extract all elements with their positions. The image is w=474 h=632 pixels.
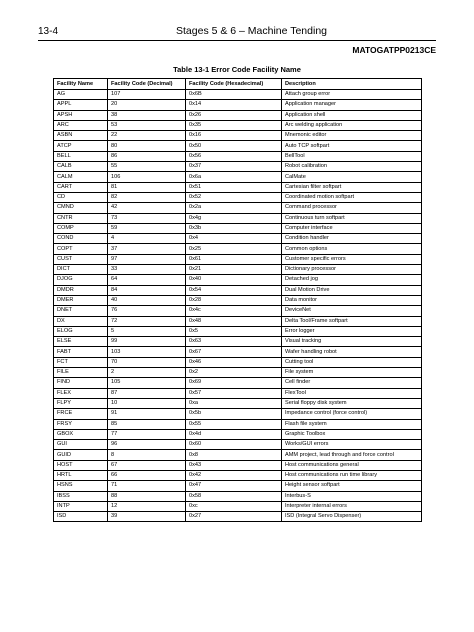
facility-name-cell: CALM: [54, 172, 108, 182]
facility-name-cell: CNTR: [54, 213, 108, 223]
facility-name-cell: GUID: [54, 450, 108, 460]
facility-name-cell: GUI: [54, 440, 108, 450]
table-row: [54, 450, 422, 460]
table-row: [54, 388, 422, 398]
facility-code-decimal-cell: 40: [108, 295, 186, 305]
description-cell: Detached jog: [282, 275, 422, 285]
facility-code-decimal-cell: 42: [108, 203, 186, 213]
table-row: [54, 120, 422, 130]
facility-code-hex-cell: 0x40: [186, 275, 282, 285]
facility-code-hex-cell: 0x4d: [186, 429, 282, 439]
facility-code-decimal-cell: 76: [108, 306, 186, 316]
facility-code-decimal-cell: 8: [108, 450, 186, 460]
facility-name-cell: FABT: [54, 347, 108, 357]
facility-name-cell: FCT: [54, 357, 108, 367]
facility-code-hex-cell: 0x2: [186, 368, 282, 378]
table-row: [54, 151, 422, 161]
facility-code-decimal-cell: 77: [108, 429, 186, 439]
facility-code-decimal-cell: 33: [108, 265, 186, 275]
table-row: [54, 337, 422, 347]
description-cell: Robot calibration: [282, 162, 422, 172]
column-header: Facility Code (Hexadecimal): [186, 79, 282, 90]
facility-name-cell: ATCP: [54, 141, 108, 151]
facility-code-decimal-cell: 91: [108, 409, 186, 419]
facility-name-cell: CUST: [54, 254, 108, 264]
facility-code-decimal-cell: 87: [108, 388, 186, 398]
description-cell: ISD (Integral Servo Dispenser): [282, 512, 422, 522]
table-row: [54, 460, 422, 470]
facility-name-cell: COPT: [54, 244, 108, 254]
table-row: [54, 131, 422, 141]
column-header: Facility Name: [54, 79, 108, 90]
facility-code-hex-cell: 0x48: [186, 316, 282, 326]
facility-code-decimal-cell: 20: [108, 100, 186, 110]
facility-code-hex-cell: 0x57: [186, 388, 282, 398]
table-title: Table 13-1 Error Code Facility Name: [173, 65, 301, 74]
facility-code-hex-cell: 0x42: [186, 470, 282, 480]
facility-code-decimal-cell: 71: [108, 481, 186, 491]
description-cell: Mnemonic editor: [282, 131, 422, 141]
table-row: [54, 141, 422, 151]
column-header: Description: [282, 79, 422, 90]
description-cell: Continuous turn softpart: [282, 213, 422, 223]
facility-code-decimal-cell: 53: [108, 120, 186, 130]
facility-code-decimal-cell: 80: [108, 141, 186, 151]
description-cell: Host communications run time library: [282, 470, 422, 480]
facility-code-hex-cell: 0x43: [186, 460, 282, 470]
facility-name-cell: ASBN: [54, 131, 108, 141]
facility-code-hex-cell: 0x67: [186, 347, 282, 357]
facility-code-decimal-cell: 97: [108, 254, 186, 264]
facility-name-cell: DICT: [54, 265, 108, 275]
facility-code-decimal-cell: 81: [108, 182, 186, 192]
facility-code-decimal-cell: 72: [108, 316, 186, 326]
facility-code-hex-cell: 0x55: [186, 419, 282, 429]
table-row: [54, 192, 422, 202]
facility-code-hex-cell: 0x25: [186, 244, 282, 254]
table-row: [54, 295, 422, 305]
table-row: [54, 244, 422, 254]
facility-code-decimal-cell: 106: [108, 172, 186, 182]
facility-name-cell: DMER: [54, 295, 108, 305]
facility-name-cell: INTP: [54, 501, 108, 511]
facility-name-cell: CALB: [54, 162, 108, 172]
document-id: MATOGATPP0213CE: [352, 45, 436, 55]
facility-name-cell: COND: [54, 234, 108, 244]
description-cell: Data monitor: [282, 295, 422, 305]
table-row: [54, 429, 422, 439]
facility-code-decimal-cell: 105: [108, 378, 186, 388]
description-cell: CalMate: [282, 172, 422, 182]
description-cell: Wafer handling robot: [282, 347, 422, 357]
facility-code-hex-cell: 0x16: [186, 131, 282, 141]
facility-name-cell: ELSE: [54, 337, 108, 347]
description-cell: Common options: [282, 244, 422, 254]
facility-name-cell: ARC: [54, 120, 108, 130]
description-cell: Works/GUI errors: [282, 440, 422, 450]
facility-code-decimal-cell: 107: [108, 90, 186, 100]
table-row: [54, 357, 422, 367]
description-cell: Dictionary processor: [282, 265, 422, 275]
facility-name-cell: DNET: [54, 306, 108, 316]
facility-name-cell: CMND: [54, 203, 108, 213]
facility-code-hex-cell: 0x46: [186, 357, 282, 367]
table-row: [54, 316, 422, 326]
table-row: [54, 368, 422, 378]
facility-code-hex-cell: 0x35: [186, 120, 282, 130]
facility-code-hex-cell: 0x3b: [186, 223, 282, 233]
facility-name-cell: COMP: [54, 223, 108, 233]
description-cell: Arc welding application: [282, 120, 422, 130]
table-row: [54, 419, 422, 429]
facility-name-cell: DX: [54, 316, 108, 326]
facility-code-decimal-cell: 66: [108, 470, 186, 480]
facility-name-cell: FRSY: [54, 419, 108, 429]
facility-name-cell: APSH: [54, 110, 108, 120]
table-row: [54, 440, 422, 450]
facility-name-cell: CD: [54, 192, 108, 202]
description-cell: Auto TCP softpart: [282, 141, 422, 151]
facility-code-decimal-cell: 5: [108, 326, 186, 336]
facility-code-hex-cell: 0x6B: [186, 90, 282, 100]
facility-code-decimal-cell: 38: [108, 110, 186, 120]
facility-code-hex-cell: 0x60: [186, 440, 282, 450]
table-row: [54, 182, 422, 192]
facility-code-hex-cell: 0x27: [186, 512, 282, 522]
table-row: [54, 110, 422, 120]
facility-code-hex-cell: 0x51: [186, 182, 282, 192]
facility-code-hex-cell: 0x37: [186, 162, 282, 172]
description-cell: Coordinated motion softpart: [282, 192, 422, 202]
facility-code-hex-cell: 0x8: [186, 450, 282, 460]
table-row: [54, 481, 422, 491]
facility-code-hex-cell: 0xa: [186, 398, 282, 408]
table-row: [54, 254, 422, 264]
description-cell: Customer specific errors: [282, 254, 422, 264]
description-cell: Cell finder: [282, 378, 422, 388]
description-cell: Command processor: [282, 203, 422, 213]
description-cell: Graphic Toolbox: [282, 429, 422, 439]
description-cell: Flash file system: [282, 419, 422, 429]
description-cell: Serial floppy disk system: [282, 398, 422, 408]
facility-code-hex-cell: 0x54: [186, 285, 282, 295]
facility-code-decimal-cell: 82: [108, 192, 186, 202]
table-row: [54, 306, 422, 316]
facility-code-hex-cell: 0xc: [186, 501, 282, 511]
description-cell: Delta Tool/Frame softpart: [282, 316, 422, 326]
facility-code-hex-cell: 0x26: [186, 110, 282, 120]
facility-code-decimal-cell: 85: [108, 419, 186, 429]
table-row: [54, 275, 422, 285]
facility-name-cell: AG: [54, 90, 108, 100]
facility-code-hex-cell: 0x5b: [186, 409, 282, 419]
facility-code-decimal-cell: 88: [108, 491, 186, 501]
facility-name-cell: BELL: [54, 151, 108, 161]
description-cell: AMM project, lead through and force control: [282, 450, 422, 460]
description-cell: Dual Motion Drive: [282, 285, 422, 295]
table-row: [54, 501, 422, 511]
table-row: [54, 162, 422, 172]
description-cell: Interpreter internal errors: [282, 501, 422, 511]
facility-code-decimal-cell: 99: [108, 337, 186, 347]
page-number: 13-4: [38, 26, 59, 37]
facility-code-decimal-cell: 12: [108, 501, 186, 511]
facility-code-hex-cell: 0x56: [186, 151, 282, 161]
facility-code-decimal-cell: 4: [108, 234, 186, 244]
table-row: [54, 347, 422, 357]
header-rule: [38, 40, 436, 41]
table-row: [54, 234, 422, 244]
table-row: [54, 265, 422, 275]
facility-name-cell: DJOG: [54, 275, 108, 285]
facility-code-decimal-cell: 84: [108, 285, 186, 295]
facility-code-decimal-cell: 67: [108, 460, 186, 470]
facility-name-cell: HOST: [54, 460, 108, 470]
description-cell: Host communications general: [282, 460, 422, 470]
table-row: [54, 90, 422, 100]
facility-code-decimal-cell: 64: [108, 275, 186, 285]
facility-code-decimal-cell: 39: [108, 512, 186, 522]
description-cell: Error logger: [282, 326, 422, 336]
facility-code-decimal-cell: 22: [108, 131, 186, 141]
description-cell: Cartesian filter softpart: [282, 182, 422, 192]
facility-name-cell: ISD: [54, 512, 108, 522]
facility-code-decimal-cell: 59: [108, 223, 186, 233]
facility-name-cell: FLPY: [54, 398, 108, 408]
table-row: [54, 378, 422, 388]
facility-name-cell: HSNS: [54, 481, 108, 491]
table-row: [54, 491, 422, 501]
table-row: [54, 203, 422, 213]
table-row: [54, 512, 422, 522]
description-cell: Application manager: [282, 100, 422, 110]
description-cell: Computer interface: [282, 223, 422, 233]
description-cell: Impedance control (force control): [282, 409, 422, 419]
facility-name-cell: HRTL: [54, 470, 108, 480]
facility-code-decimal-cell: 96: [108, 440, 186, 450]
facility-code-hex-cell: 0x4c: [186, 306, 282, 316]
facility-code-hex-cell: 0x5: [186, 326, 282, 336]
table-row: [54, 285, 422, 295]
facility-code-hex-cell: 0x28: [186, 295, 282, 305]
facility-name-cell: CART: [54, 182, 108, 192]
description-cell: Visual tracking: [282, 337, 422, 347]
facility-code-hex-cell: 0x4: [186, 234, 282, 244]
table-row: [54, 100, 422, 110]
description-cell: File system: [282, 368, 422, 378]
facility-code-decimal-cell: 73: [108, 213, 186, 223]
facility-code-decimal-cell: 2: [108, 368, 186, 378]
facility-code-decimal-cell: 70: [108, 357, 186, 367]
description-cell: DeviceNet: [282, 306, 422, 316]
facility-code-hex-cell: 0x6a: [186, 172, 282, 182]
facility-name-cell: FILE: [54, 368, 108, 378]
table-row: [54, 398, 422, 408]
facility-code-hex-cell: 0x21: [186, 265, 282, 275]
facility-name-cell: IBSS: [54, 491, 108, 501]
table-row: [54, 172, 422, 182]
facility-code-hex-cell: 0x47: [186, 481, 282, 491]
description-cell: Cutting tool: [282, 357, 422, 367]
facility-code-hex-cell: 0x50: [186, 141, 282, 151]
facility-name-cell: FIND: [54, 378, 108, 388]
facility-code-decimal-cell: 86: [108, 151, 186, 161]
table-row: [54, 213, 422, 223]
facility-code-hex-cell: 0x63: [186, 337, 282, 347]
description-cell: FlexTool: [282, 388, 422, 398]
facility-code-hex-cell: 0x61: [186, 254, 282, 264]
description-cell: Condition handler: [282, 234, 422, 244]
facility-name-cell: APPL: [54, 100, 108, 110]
facility-code-hex-cell: 0x4g: [186, 213, 282, 223]
description-cell: Attach group error: [282, 90, 422, 100]
description-cell: BellTool: [282, 151, 422, 161]
description-cell: Interbus-S: [282, 491, 422, 501]
facility-name-cell: GBOX: [54, 429, 108, 439]
facility-code-hex-cell: 0x2a: [186, 203, 282, 213]
facility-code-decimal-cell: 10: [108, 398, 186, 408]
facility-code-hex-cell: 0x58: [186, 491, 282, 501]
page-header-title: Stages 5 & 6 – Machine Tending: [176, 25, 327, 37]
facility-code-decimal-cell: 103: [108, 347, 186, 357]
facility-code-hex-cell: 0x52: [186, 192, 282, 202]
facility-code-decimal-cell: 37: [108, 244, 186, 254]
table-row: [54, 470, 422, 480]
table-row: [54, 409, 422, 419]
table-header-row: [54, 79, 422, 90]
facility-code-hex-cell: 0x14: [186, 100, 282, 110]
description-cell: Height sensor softpart: [282, 481, 422, 491]
table-row: [54, 326, 422, 336]
facility-code-hex-cell: 0x69: [186, 378, 282, 388]
facility-code-decimal-cell: 55: [108, 162, 186, 172]
facility-name-cell: DMDR: [54, 285, 108, 295]
table-row: [54, 223, 422, 233]
facility-name-cell: ELOG: [54, 326, 108, 336]
facility-table: [53, 78, 422, 522]
facility-name-cell: FRCE: [54, 409, 108, 419]
column-header: Facility Code (Decimal): [108, 79, 186, 90]
description-cell: Application shell: [282, 110, 422, 120]
facility-name-cell: FLEX: [54, 388, 108, 398]
